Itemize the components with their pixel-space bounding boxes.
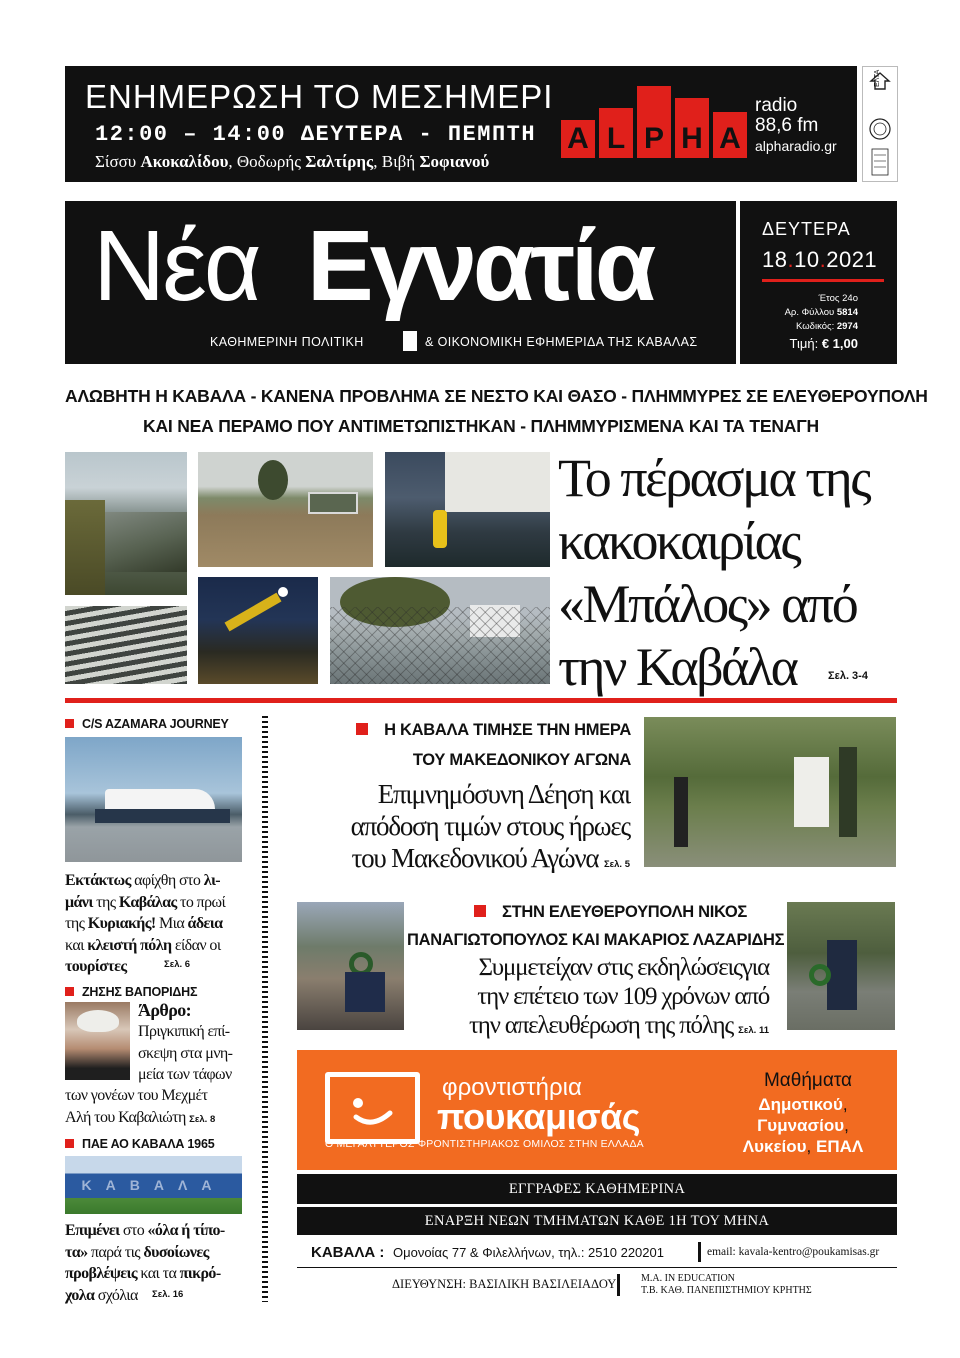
- ad-tagline: Ο ΜΕΓΑΛΥΤΕΡΟΣ ΦΡΟΝΤΙΣΤΗΡΙΑΚΟΣ ΟΜΙΛΟΣ ΣΤΗΝ ΕΛΛΑΔΑ: [325, 1138, 644, 1150]
- smiley-icon: [330, 1077, 415, 1139]
- text-bold-run: Επιμένει: [65, 1222, 120, 1239]
- issue-date-dot: .: [787, 247, 795, 272]
- price-label: Τιμή:: [789, 336, 822, 351]
- top-story-headline[interactable]: [558, 447, 898, 699]
- host-last-name: Ακοκαλίδου: [140, 152, 229, 171]
- text-bold-run: Εκτάκτως: [65, 872, 131, 889]
- headline-line-with-ref: [407, 1011, 769, 1045]
- headline-line: την Καβάλα: [558, 637, 797, 697]
- issue-date-day: 18: [762, 247, 788, 272]
- ad-level: Λυκείου: [742, 1137, 807, 1156]
- logo-letter: H: [675, 98, 709, 158]
- section-header-label: C/S AZAMARA JOURNEY: [82, 717, 229, 731]
- text-run: και: [65, 936, 88, 954]
- story-eleftheroupoli[interactable]: [297, 900, 897, 1039]
- station-frequency: 88,6 fm: [755, 115, 819, 136]
- newspaper-title-light: Νέα: [93, 210, 259, 322]
- text-run: αφίχθη στο: [130, 872, 204, 889]
- ad-credential-2: Τ.Β. ΚΑΘ. ΠΑΝΕΠΙΣΤΗΜΙΟΥ ΚΡΗΤΗΣ: [641, 1285, 812, 1296]
- station-word: radio: [755, 95, 798, 116]
- ad-level: Γυμνασίου: [757, 1116, 845, 1135]
- radio-banner-headline: ΕΝΗΜΕΡΩΣΗ ΤΟ ΜΕΣΗΜΕΡΙ: [85, 78, 554, 115]
- radio-banner-hosts: [95, 152, 489, 172]
- section-header-ship: [65, 717, 229, 731]
- ceremony-photo-wreath-left[interactable]: [297, 902, 404, 1030]
- logo-letter: A: [713, 112, 747, 158]
- text-run: σχόλια: [94, 1286, 138, 1304]
- headline-line-with-ref: [280, 842, 630, 881]
- story-makedonikos-kicker-line1: [297, 721, 631, 740]
- text-bold-run: πικρό-: [179, 1265, 221, 1282]
- headline-line: Επιμνημόσυνη Δέηση και: [377, 779, 630, 809]
- story-eleftheroupoli-headline[interactable]: [407, 953, 769, 1045]
- ad-brand-line2: πουκαμισάς: [437, 1096, 641, 1137]
- story-makedonikos-kicker-line2: ΤΟΥ ΜΑΚΕΔΟΝΙΚΟΥ ΑΓΩΝΑ: [412, 751, 631, 769]
- ceremony-photo-monument[interactable]: [644, 717, 896, 867]
- host-separator: ,: [373, 152, 382, 171]
- opinion-line: Πριγκιπική επί-: [138, 1023, 230, 1040]
- text-bold-run: Κυριακής!: [87, 915, 156, 932]
- ad-footer-row: [297, 1270, 897, 1300]
- red-square-icon: [65, 719, 74, 728]
- top-story-page-ref: Σελ. 3-4: [828, 670, 868, 682]
- story-eleftheroupoli-kicker-line1: [407, 903, 747, 922]
- ad-brand-line1: φροντιστήρια: [442, 1074, 582, 1101]
- text-bold-run: προβλέψεις: [65, 1265, 138, 1282]
- text-bold-run: λι-: [203, 872, 221, 889]
- text-bold-run: Καβάλας: [118, 893, 177, 911]
- host-first-name: Σίσσυ: [95, 152, 141, 171]
- radio-banner-ad[interactable]: [65, 66, 857, 182]
- text-bold-run: «όλα ή τίπο-: [147, 1222, 225, 1239]
- text-run: είδαν οι: [171, 936, 221, 954]
- ad-new-classes-bar: ΕΝΑΡΞΗ ΝΕΩΝ ΤΜΗΜΑΤΩΝ ΚΑΘΕ 1Η ΤΟΥ ΜΗΝΑ: [297, 1207, 897, 1235]
- host-first-name: Βιβή: [381, 152, 420, 171]
- issue-date: [762, 247, 877, 273]
- ad-level-line: Δημοτικού,: [758, 1095, 848, 1114]
- text-run: στο: [119, 1222, 148, 1239]
- flood-photo-excavator[interactable]: [198, 577, 318, 684]
- text-bold-run: κλειστή πόλη: [87, 936, 172, 954]
- alpha-radio-logo: [561, 86, 749, 164]
- host-first-name: Θοδωρής: [236, 152, 306, 171]
- stadium-seat-letters: ΚΑΒΑΛΑ: [81, 1177, 226, 1193]
- red-square-icon: [356, 723, 368, 735]
- issue-date-dot: .: [819, 247, 827, 272]
- masthead: [65, 201, 897, 364]
- ad-director: ΔΙΕΥΘΥΝΣΗ: ΒΑΣΙΛΙΚΗ ΒΑΣΙΛΕΙΑΔΟΥ: [392, 1277, 617, 1291]
- elta-label: ΕΛΤΑ: [874, 69, 881, 87]
- headline-line: την απελευθέρωση της πόλης: [468, 1012, 734, 1039]
- ad-level-line: Λυκείου, ΕΠΑΛ: [742, 1137, 864, 1156]
- price-value: € 1,00: [821, 336, 858, 351]
- text-run: και τα: [137, 1265, 180, 1282]
- headline-line: κακοκαιρίας: [558, 511, 800, 571]
- logo-letter: P: [637, 86, 671, 158]
- headline-line: του Μακεδονικού Αγώνα: [351, 843, 599, 873]
- story-makedonikos-headline[interactable]: [280, 778, 630, 881]
- cruise-ship-photo[interactable]: [65, 737, 242, 862]
- opinion-line: σκεψη στα μνη-: [138, 1044, 233, 1062]
- text-bold-run: τα»: [65, 1243, 88, 1261]
- host-last-name: Σοφιανού: [419, 152, 490, 171]
- text-run: το πρωί: [176, 893, 226, 911]
- tv-smiley-logo-icon: [325, 1072, 420, 1144]
- story-makedonikos-page-ref: Σελ. 5: [603, 859, 630, 870]
- flood-photo-water-closeup[interactable]: [65, 606, 187, 684]
- ad-city: ΚΑΒΑΛΑ :: [311, 1244, 385, 1261]
- ad-address-row: [297, 1238, 897, 1268]
- headline-line: την επέτειο των 109 χρόνων από: [477, 983, 769, 1010]
- issue-day: ΔΕΥΤΕΡΑ: [762, 219, 851, 239]
- issue-sheet-number: [762, 307, 858, 318]
- station-website[interactable]: alpharadio.gr: [755, 138, 837, 154]
- opinion-line: μεία των τάφων: [138, 1066, 232, 1083]
- opinion-label: Άρθρο:: [138, 1000, 192, 1020]
- ad-footer-divider: [617, 1274, 620, 1296]
- headline-line: Το πέρασμα της: [558, 448, 870, 508]
- masthead-subtitle-right: & ΟΙΚΟΝΟΜΙΚΗ ΕΦΗΜΕΡΙΔΑ ΤΗΣ ΚΑΒΑΛΑΣ: [425, 335, 698, 349]
- football-story-page-ref: Σελ. 16: [152, 1289, 184, 1300]
- host-separator: ,: [228, 152, 237, 171]
- story-eleftheroupoli-kicker-line2: ΠΑΝΑΓΙΩΤΟΠΟΥΛΟΣ ΚΑΙ ΜΑΚΑΡΙΟΣ ΛΑΖΑΡΙΔΗΣ: [407, 931, 785, 949]
- ceremony-photo-wreath-right[interactable]: [787, 902, 895, 1030]
- issue-price: [762, 336, 858, 351]
- ad-lessons-label: Μαθήματα: [763, 1070, 853, 1091]
- red-square-icon: [474, 905, 486, 917]
- text-run: της: [92, 893, 119, 911]
- section-header-opinion: [65, 985, 197, 999]
- top-story-kicker-line1: ΑΛΩΒΗΤΗ Η ΚΑΒΑΛΑ - ΚΑΝΕΝΑ ΠΡΟΒΛΗΜΑ ΣΕ ΝΕΣΤΟ ΚΑΙ ΘΑΣΟ - ΠΛΗΜΜΥΡΕΣ ΣΕ ΕΛΕΥΘΕΡΟΥΠΟΛΗ: [65, 386, 928, 406]
- flood-photo-river[interactable]: [65, 452, 187, 595]
- logo-letter: A: [561, 120, 595, 158]
- ship-story-text[interactable]: [65, 870, 245, 978]
- issue-code: [762, 321, 858, 332]
- text-bold-run: δυσοίωνες: [143, 1243, 209, 1261]
- sheet-label: Αρ. Φύλλου: [784, 307, 837, 318]
- ship-story-page-ref: Σελ. 6: [164, 959, 191, 970]
- section-header-football: [65, 1137, 214, 1151]
- code-number: 2974: [836, 321, 858, 332]
- column-dotted-separator: [262, 716, 268, 1302]
- kicker-text: Η ΚΑΒΑΛΑ ΤΙΜΗΣΕ ΤΗΝ ΗΜΕΡΑ: [384, 721, 631, 739]
- ad-email[interactable]: email: kavala-kentro@poukamisas.gr: [707, 1246, 880, 1258]
- top-story-kicker-line2: ΚΑΙ ΝΕΑ ΠΕΡΑΜΟ ΠΟΥ ΑΝΤΙΜΕΤΩΠΙΣΤΗΚΑΝ - ΠΛΗΜΜΥΡΙΣΜΕΝΑ ΚΑΙ ΤΑ ΤΕΝΑΓΗ: [143, 416, 819, 436]
- section-red-rule: [65, 698, 897, 703]
- elta-postal-box: [862, 66, 898, 182]
- section-header-label: ΖΗΣΗΣ ΒΑΠΟΡΙΔΗΣ: [82, 985, 198, 999]
- masthead-subtitle-gap: [403, 331, 417, 351]
- ad-credential-1: M.A. IN EDUCATION: [641, 1273, 735, 1284]
- issue-date-year: 2021: [826, 247, 878, 272]
- headline-line: Συμμετείχαν στις εκδηλώσειςγια: [478, 954, 769, 981]
- headline-line: «Μπάλος» από: [558, 574, 857, 634]
- red-square-icon: [65, 987, 74, 996]
- code-label: Κωδικός:: [796, 321, 837, 332]
- ad-levels: [719, 1094, 887, 1157]
- opinion-line: Αλή του Καβαλιώτη: [65, 1108, 186, 1126]
- opinion-line: των γονέων του Μεχμέτ: [65, 1087, 208, 1104]
- flood-photo-fenced-lake[interactable]: [330, 577, 550, 684]
- ad-level-line: Γυμνασίου,: [757, 1116, 849, 1135]
- tutoring-ad-banner[interactable]: [297, 1050, 897, 1170]
- kicker-text: ΣΤΗΝ ΕΛΕΥΘΕΡΟΥΠΟΛΗ ΝΙΚΟΣ: [501, 903, 747, 921]
- ad-address-divider: [698, 1242, 701, 1262]
- ad-level: ΕΠΑΛ: [816, 1137, 864, 1156]
- text-bold-run: άδεια: [187, 915, 223, 932]
- red-square-icon: [65, 1139, 74, 1148]
- story-eleftheroupoli-page-ref: Σελ. 11: [738, 1025, 769, 1036]
- opinion-page-ref: Σελ. 8: [189, 1113, 216, 1125]
- host-last-name: Σαλτίρης: [305, 152, 374, 171]
- ad-enrollment-bar: ΕΓΓΡΑΦΕΣ ΚΑΘΗΜΕΡΙΝΑ: [297, 1174, 897, 1204]
- radio-banner-schedule: 12:00 – 14:00 ΔΕΥΤΕΡΑ - ΠΕΜΠΤΗ: [95, 122, 537, 147]
- ad-level: Δημοτικού: [758, 1095, 843, 1114]
- headline-line: απόδοση τιμών στους ήρωες: [350, 811, 630, 841]
- flood-photo-street[interactable]: [385, 452, 550, 567]
- opinion-text-wide[interactable]: [65, 1085, 250, 1130]
- text-run: Μια: [155, 915, 188, 932]
- stadium-photo[interactable]: [65, 1156, 242, 1214]
- masthead-subtitle-left: ΚΑΘΗΜΕΡΙΝΗ ΠΟΛΙΤΙΚΗ: [210, 335, 364, 349]
- ad-address: Ομονοίας 77 & Φιλελλήνων, τηλ.: 2510 220201: [393, 1245, 664, 1260]
- text-bold-run: χολα: [65, 1286, 95, 1304]
- alpha-radio-info: [755, 96, 837, 156]
- text-run: της: [65, 915, 88, 932]
- issue-year: Έτος 24ο: [818, 293, 858, 304]
- opinion-text-narrow[interactable]: [138, 1021, 248, 1086]
- sheet-number: 5814: [836, 307, 858, 318]
- opinion-line-with-ref: [65, 1107, 250, 1131]
- text-bold-run: τουρίστες: [65, 958, 127, 975]
- text-bold-run: μάνι: [65, 893, 93, 911]
- author-portrait: [65, 1002, 130, 1080]
- date-underline: [762, 279, 884, 282]
- masthead-divider: [736, 201, 740, 364]
- text-run: παρά τις: [87, 1243, 144, 1261]
- newspaper-title-bold: Εγνατία: [307, 210, 653, 322]
- logo-letter: L: [599, 108, 633, 158]
- section-header-label: ΠΑΕ ΑΟ ΚΑΒΑΛΑ 1965: [82, 1137, 215, 1151]
- flood-photo-muddy-field[interactable]: [198, 452, 373, 567]
- issue-date-month: 10: [794, 247, 820, 272]
